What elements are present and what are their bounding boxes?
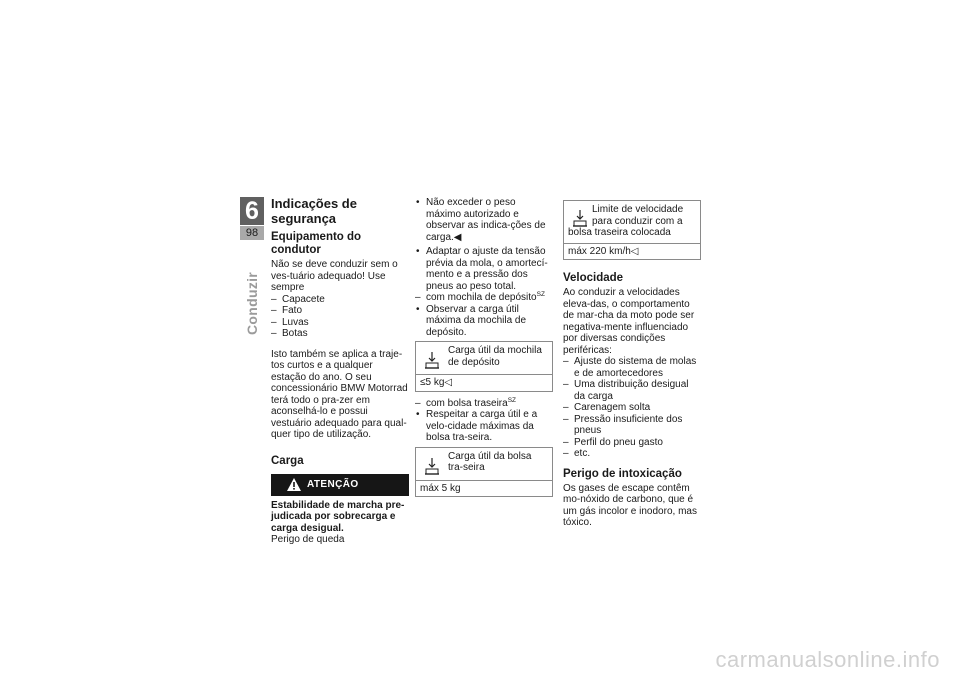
page-number: 98 [240,226,264,240]
list-item: – Carenagem solta [563,402,701,414]
list-item: • Respeitar a carga útil e a velo-cidade máximas da bolsa tra-seira. [415,409,553,444]
spec-value: máx 5 kg [420,482,461,494]
equipment-intro: Não se deve conduzir sem o ves-tuário adequado! Use sempre [271,259,398,293]
list-item [415,292,553,304]
list-item: – Pressão insuficiente dos pneus [563,414,701,437]
list-item: • Adaptar o ajuste da tensão prévia da mola, o amortecí-mento e a pressão dos pneus ao peso total. [415,246,553,292]
tank-bag-label: com mochila de depósito [426,292,537,303]
weight-load-icon [424,351,440,369]
list-item: • Não exceder o peso máximo autorizado e observar as indica-ções de carga.◀ [415,197,553,243]
poisoning-text: Os gases de escape contêm mo-nóxido de carbono, que é um gás incolor e inodoro, mas tóxico. [563,482,697,528]
dash-list [415,292,553,304]
column-1 [271,197,409,546]
weight-load-icon [572,209,588,227]
list-item [415,398,553,410]
list-item: • Observar a carga útil máxima da mochila de depósito. [415,304,553,339]
spec-title-line: para conduzir com a [592,215,683,227]
warning-triangle-icon [287,478,301,491]
spec-title-line: bolsa traseira colocada [568,227,671,238]
rear-bag-label: com bolsa traseira [426,397,508,409]
list-item: – Uma distribuição desigual da carga [563,379,701,402]
heading-load: Carga [271,454,304,467]
equipment-list [271,294,409,340]
list-item: – etc. [563,448,701,460]
speed-factors-list [563,356,701,460]
spec-title: Carga útil da mochila de depósito [448,345,542,368]
list-item: – Fato [271,305,409,317]
list-item: – Ajuste do sistema de molas e de amortecedores [563,356,701,379]
heading-rider-equipment: Equipamento do condutor [271,231,362,256]
page-title: Indicações de segurança [271,196,357,226]
spec-table-speed-limit [563,200,701,260]
bullet-list [415,304,553,339]
column-2 [415,197,553,503]
warning-label: ATENÇÃO [307,478,359,490]
warning-banner [271,474,409,496]
list-item: – Botas [271,328,409,340]
speed-intro: Ao conduzir a velocidades eleva-das, o comportamento de mar-cha da moto pode ser negativa-mente influenciado por diversas condições periféricas: [563,287,695,356]
spec-table-rear-bag [415,447,553,498]
column-3 [563,200,701,529]
spec-table-tank-bag [415,341,553,392]
warning-bold-text: Estabilidade de marcha pre-judicada por sobrecarga e carga desigual. [271,499,405,534]
spec-value: ≤5 kg◁ [420,377,453,388]
watermark: carmanualsonline.info [715,647,940,672]
spec-title-line: Limite de velocidade [592,204,684,215]
warning-text: Perigo de queda [271,534,345,545]
heading-speed: Velocidade [563,272,624,284]
bullet-list [415,409,553,444]
spec-value: máx 220 km/h◁ [568,245,639,257]
list-item: – Luvas [271,317,409,329]
special-accessory-mark: SZ [507,396,517,404]
load-bullets [415,197,553,292]
chapter-side-label: Conduzir [244,271,260,335]
list-item: – Perfil do pneu gasto [563,437,701,449]
dash-list [415,398,553,410]
list-item: – Capacete [271,294,409,306]
special-accessory-mark: SZ [536,291,545,298]
chapter-number: 6 [240,197,264,225]
spec-title: Carga útil da bolsa tra-seira [448,450,532,473]
weight-load-icon [424,457,440,475]
heading-poisoning: Perigo de intoxicação [563,467,682,480]
equipment-paragraph: Isto também se aplica a traje-tos curtos e a qualquer estação do ano. O seu concessionário BMW Motorrad terá todo o pra-zer em aconselhá-lo e possui vestuário adequado para qual-quer tipo de utilização. [271,348,408,440]
